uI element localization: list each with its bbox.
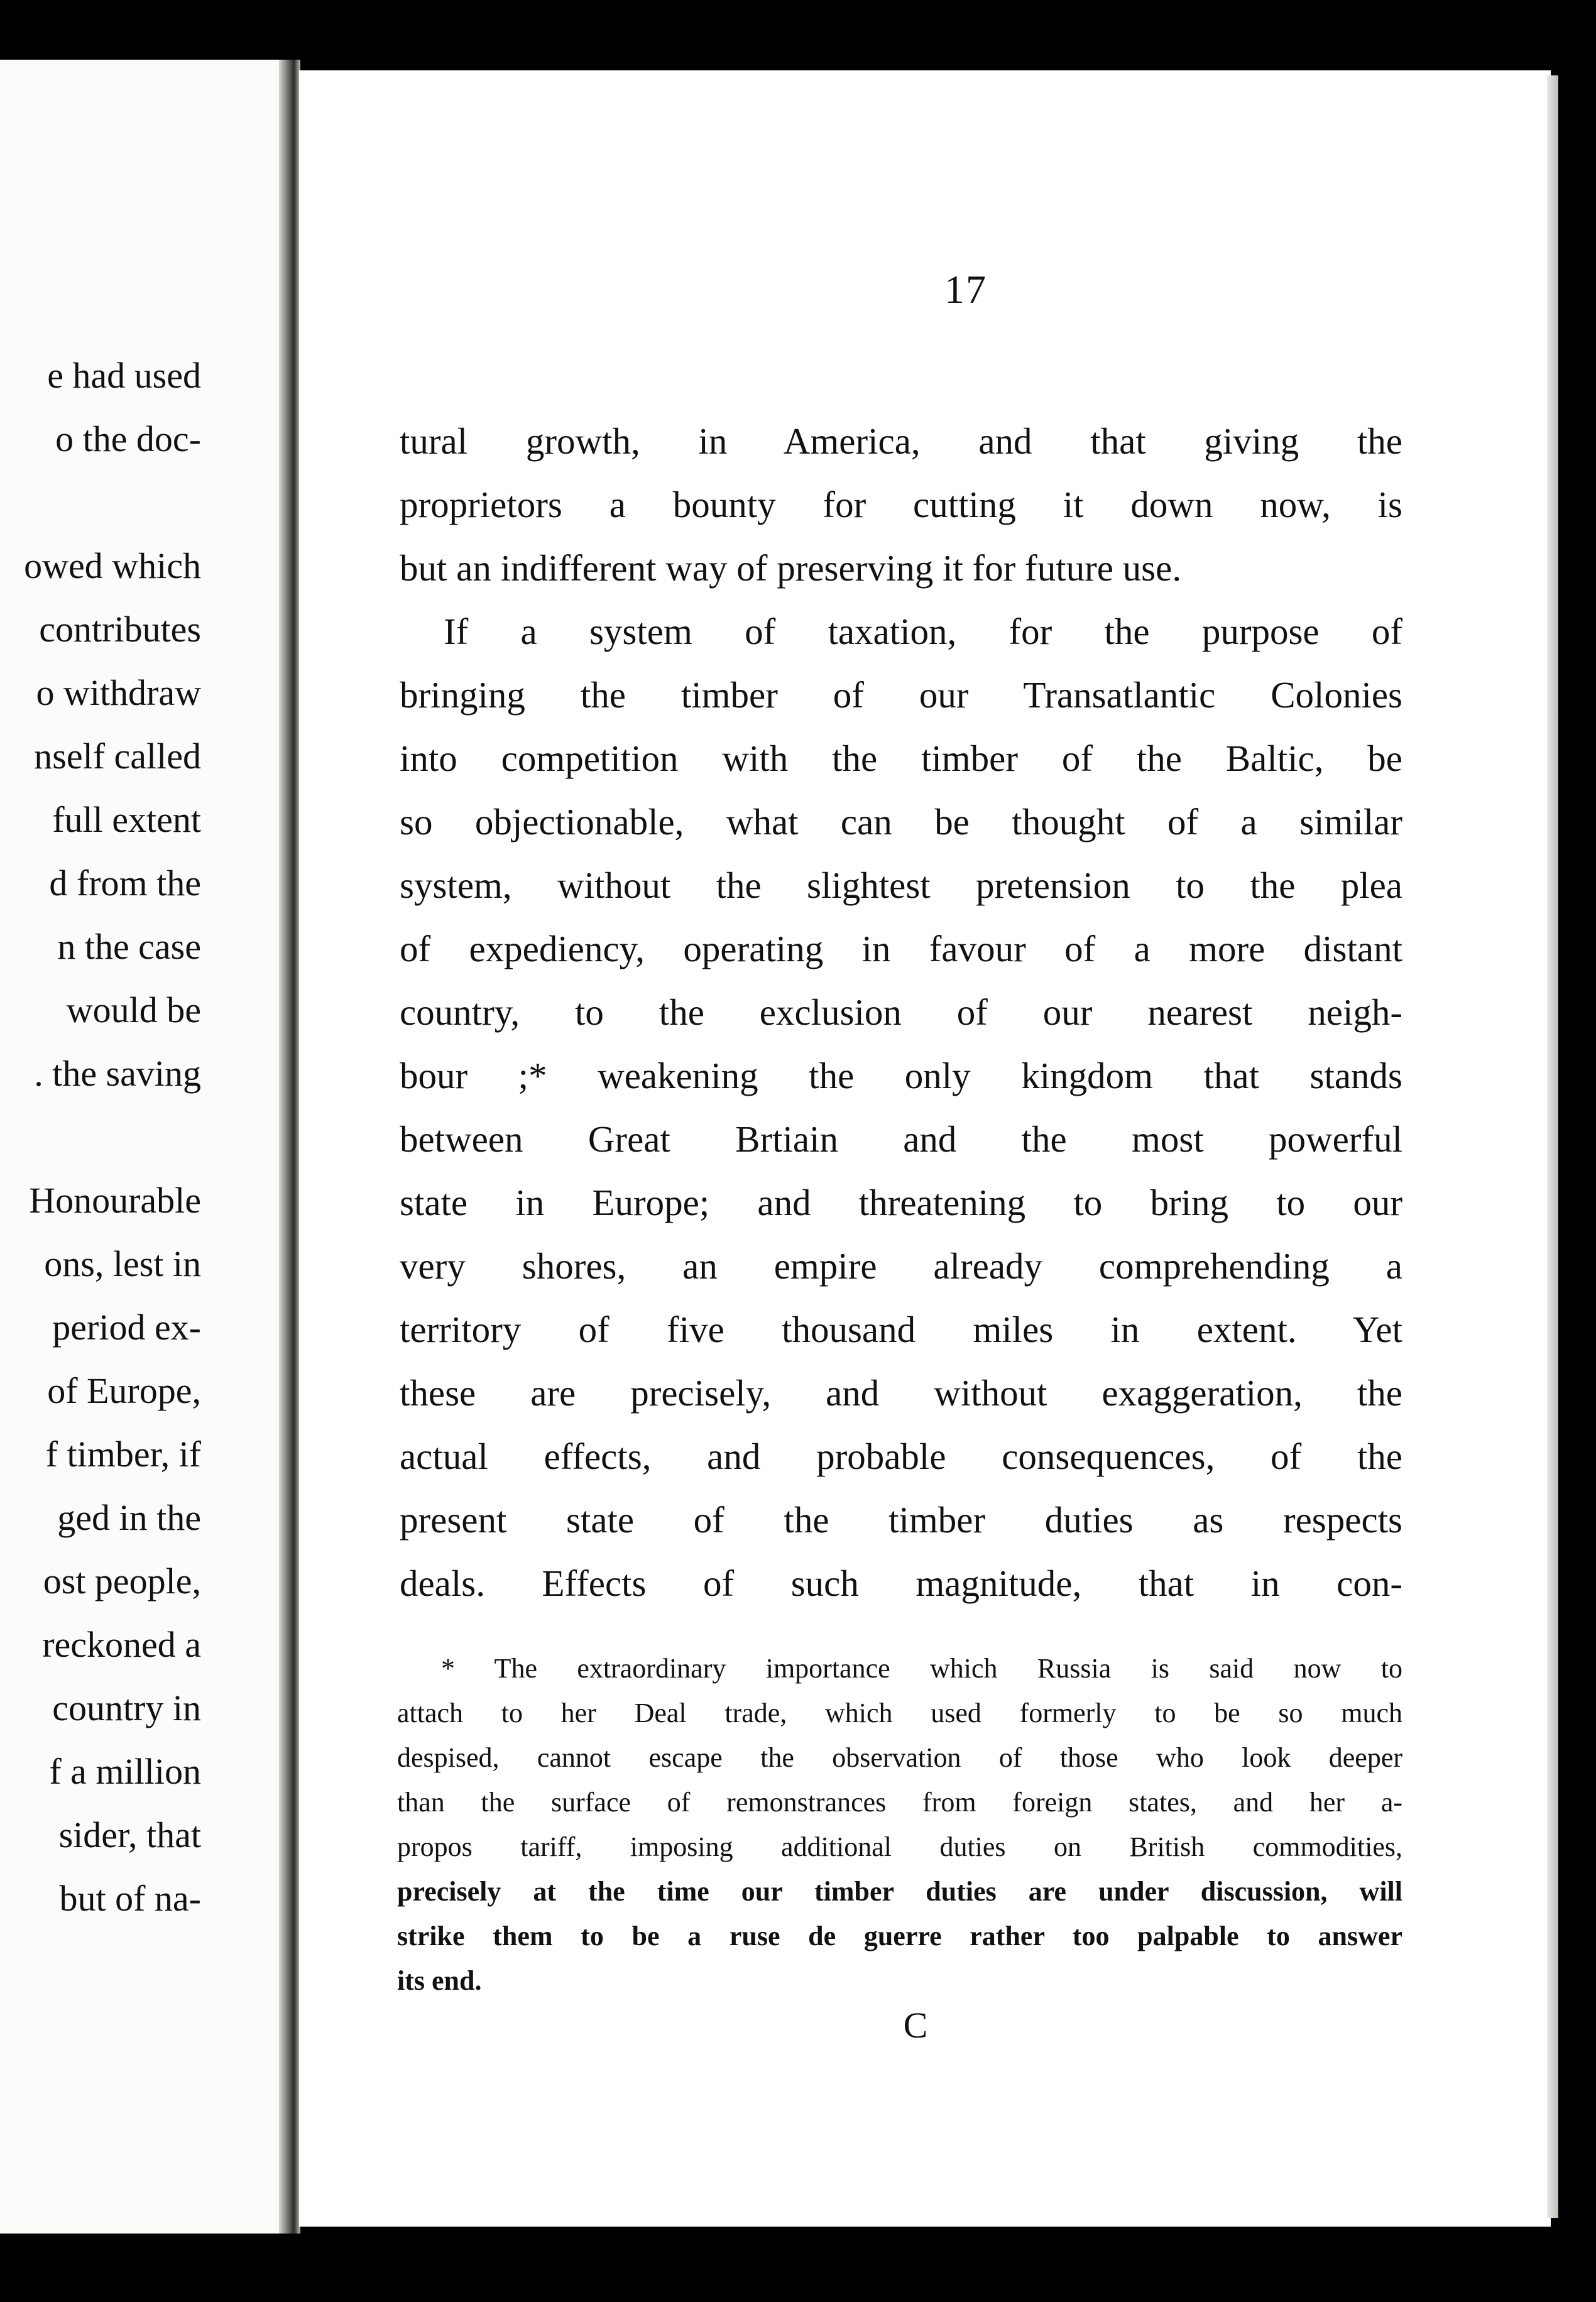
previous-page-line: sider, that xyxy=(58,1814,201,1855)
previous-page-line: ons, lest in xyxy=(44,1243,201,1284)
page-number-value: 17 xyxy=(944,267,987,312)
previous-page-line: f a million xyxy=(49,1751,201,1792)
previous-page-line: contributes xyxy=(39,609,201,650)
footnote-line: propos tariff, imposing additional duties on British commodities, xyxy=(397,1831,1402,1862)
footnote-line: despised, cannot escape the observation of those who look deeper xyxy=(397,1742,1402,1773)
body-line: country, to the exclusion of our nearest neigh- xyxy=(400,991,1402,1033)
previous-page-line: d from the xyxy=(49,863,201,903)
body-line: into competition with the timber of the Baltic, be xyxy=(400,738,1402,779)
footnote xyxy=(397,1646,1402,2003)
body-text xyxy=(400,410,1402,1615)
footnote-line: than the surface of remonstrances from foreign states, and her a- xyxy=(397,1787,1402,1818)
body-line: tural growth, in America, and that giving the xyxy=(400,420,1402,462)
body-line: very shores, an empire already comprehending a xyxy=(400,1245,1402,1287)
body-line: system, without the slightest pretension to the plea xyxy=(400,865,1402,906)
footnote-line: precisely at the time our timber duties are under discussion, will xyxy=(397,1876,1402,1907)
previous-page-line: ged in the xyxy=(57,1497,201,1538)
body-line: bour ;* weakening the only kingdom that stands xyxy=(400,1055,1402,1096)
previous-page-line: period ex- xyxy=(52,1307,201,1348)
body-line: deals. Effects of such magnitude, that in con- xyxy=(400,1563,1402,1604)
page-gutter xyxy=(279,60,300,2234)
previous-page-line: o withdraw xyxy=(36,672,201,713)
previous-page-line: nself called xyxy=(34,736,201,777)
previous-page-line: would be xyxy=(66,990,201,1030)
previous-page-line: but of na- xyxy=(59,1878,201,1919)
body-line: If a system of taxation, for the purpose of xyxy=(444,611,1402,652)
body-line: actual effects, and probable consequences, of the xyxy=(400,1436,1402,1477)
footnote-line: * The extraordinary importance which Russia is said now to xyxy=(441,1653,1402,1684)
body-line: state in Europe; and threatening to bring to our xyxy=(400,1182,1402,1223)
previous-page-line: o the doc- xyxy=(55,418,201,459)
previous-page-line: of Europe, xyxy=(47,1370,201,1411)
body-line: so objectionable, what can be thought of a similar xyxy=(400,801,1402,843)
previous-page-line xyxy=(0,1105,201,1169)
footnote-line: strike them to be a ruse de guerre rather too palpable to answer xyxy=(397,1921,1402,1951)
body-line: but an indifferent way of preserving it for future use. xyxy=(400,547,1182,589)
previous-page-text xyxy=(0,344,201,1930)
previous-page-line: country in xyxy=(52,1688,201,1728)
body-line: between Great Brtiain and the most powerful xyxy=(400,1118,1402,1160)
previous-page-line xyxy=(0,471,201,534)
previous-page-line: Honourable xyxy=(29,1180,201,1221)
previous-page-line: n the case xyxy=(57,926,201,967)
page-number xyxy=(299,266,1551,313)
footnote-line: attach to her Deal trade, which used formerly to be so much xyxy=(397,1698,1402,1728)
previous-page-line: reckoned a xyxy=(42,1624,201,1665)
footnote-line: its end. xyxy=(397,1965,482,1996)
previous-page-line: owed which xyxy=(24,545,201,586)
previous-page-line: . the saving xyxy=(34,1053,201,1094)
current-page xyxy=(299,70,1551,2227)
previous-page-line: ost people, xyxy=(43,1561,201,1601)
body-line: present state of the timber duties as respects xyxy=(400,1499,1402,1541)
body-line: territory of five thousand miles in extent. Yet xyxy=(400,1309,1402,1350)
body-line: proprietors a bounty for cutting it down now, is xyxy=(400,484,1402,525)
body-line: of expediency, operating in favour of a more distant xyxy=(400,928,1402,969)
signature-mark xyxy=(299,2004,1551,2046)
previous-page-line: full extent xyxy=(52,799,201,840)
signature-mark-value: C xyxy=(903,2005,928,2046)
body-line: these are precisely, and without exaggeration, the xyxy=(400,1372,1402,1414)
body-line: bringing the timber of our Transatlantic Colonies xyxy=(400,674,1402,716)
page-edge xyxy=(1547,75,1558,2218)
previous-page-line: e had used xyxy=(47,355,201,396)
previous-page-line: f timber, if xyxy=(45,1434,201,1475)
previous-page-fragment xyxy=(0,60,289,2234)
